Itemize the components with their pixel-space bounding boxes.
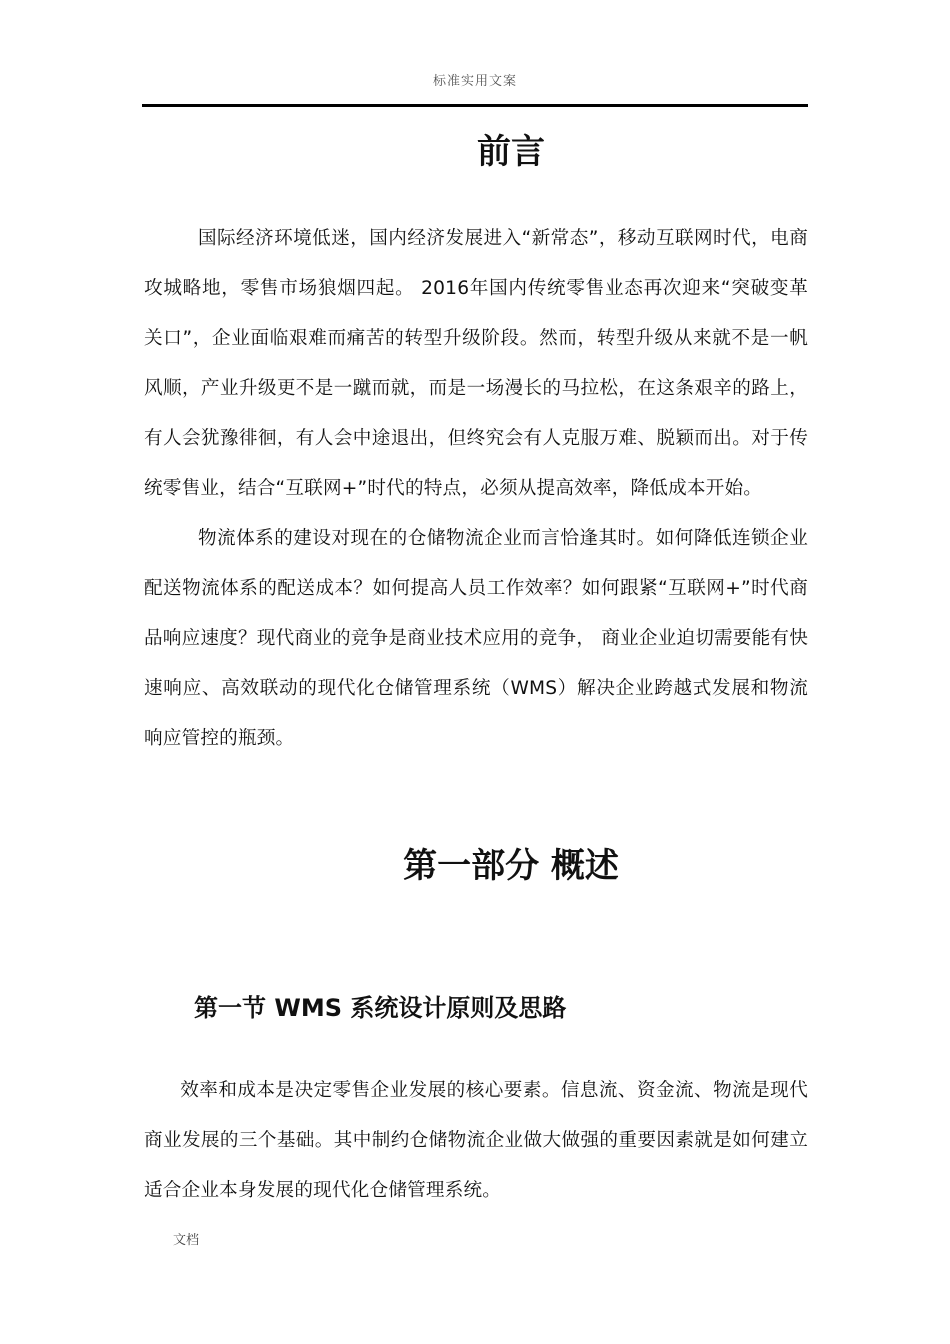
preface-title: 前言 [477,132,545,172]
header-rule [142,104,808,107]
part-one-title: 第一部分 概述 [403,846,619,886]
section-one-paragraph: 效率和成本是决定零售企业发展的核心要素。信息流、资金流、物流是现代商业发展的三个基础。其中制约仓储物流企业做大做强的重要因素就是如何建立适合企业本身发展的现代化仓储管理系统。 [144,1080,808,1201]
preface-paragraph-2: 物流体系的建设对现在的仓储物流企业而言恰逢其时。如何降低连锁企业配送物流体系的配送成本？如何提高人员工作效率？如何跟紧“互联网+”时代商品响应速度？现代商业的竞争是商业技术应用的竞争， 商业企业迫切需要能有快速响应、高效联动的现代化仓储管理系统（WMS）解决企业跨越式发展和物流响应管控的瓶颈。 [144,528,808,749]
section-one-title: 第一节 WMS 系统设计原则及思路 [194,994,567,1022]
page-header: 标准实用文案 [432,74,517,89]
document-body [144,126,808,1216]
preface-paragraph-1: 国际经济环境低迷，国内经济发展进入“新常态”，移动互联网时代，电商攻城略地，零售市场狼烟四起。 2016年国内传统零售业态再次迎来“突破变革关口”，企业面临艰难而痛苦的转型升级阶段。然而，转型升级从来就不是一帆风顺，产业升级更不是一蹴而就，而是一场漫长的马拉松，在这条艰辛的路上，有人会犹豫徘徊，有人会中途退出，但终究会有人克服万难、脱颖而出。对于传统零售业，结合“互联网+”时代的特点，必须从提高效率，降低成本开始。 [144,228,808,499]
page-footer: 文档 [173,1233,200,1248]
